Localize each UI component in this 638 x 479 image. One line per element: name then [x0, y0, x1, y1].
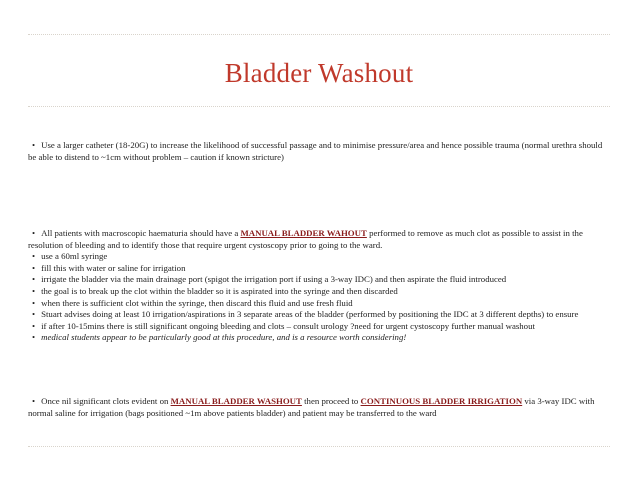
- catheter-text: Use a larger catheter (18-20G) to increase the likelihood of successful passage and to minimise pressure/area and hence possible trauma (normal urethra should be able to distend to ~1cm without problem – caution if known stricture): [28, 140, 603, 162]
- bottom-divider: [28, 446, 610, 447]
- list-item: [28, 274, 610, 286]
- list-item-text: Stuart advises doing at least 10 irrigation/aspirations in 3 separate areas of the bladder (performed by positioning the IDC at 3 different depths) to ensure: [41, 309, 579, 320]
- list-item-text: use a 60ml syringe: [41, 251, 108, 262]
- continuous-irrigation-paragraph: [28, 396, 610, 419]
- list-item: [28, 263, 610, 275]
- slide-title: Bladder Washout: [224, 58, 414, 88]
- intro-text: All patients with macroscopic haematuria should have a: [41, 228, 239, 238]
- bullet-icon: •: [32, 140, 36, 150]
- manual-bladder-washout-emphasis: MANUAL BLADDER WAHOUT: [240, 228, 367, 238]
- list-item-text: fill this with water or saline for irrigation: [41, 262, 186, 273]
- bullet-icon: •: [32, 285, 36, 296]
- intro-text-continued: performed to remove as much clot as possible to assist in the resolution of bleeding and to identify those that require urgent cystoscopy prior to going to the ward.: [28, 228, 583, 250]
- manual-bladder-washout-emphasis: MANUAL BLADDER WASHOUT: [170, 396, 302, 406]
- list-item-text: when there is sufficient clot within the syringe, then discard this fluid and use fresh fluid: [41, 297, 353, 308]
- bullet-icon: •: [32, 262, 36, 273]
- irrigation-text-middle: then proceed to: [304, 396, 359, 406]
- bullet-icon: •: [32, 297, 36, 308]
- catheter-paragraph: [28, 140, 610, 163]
- list-item: [28, 298, 610, 310]
- manual-washout-section: [28, 228, 610, 344]
- list-item-text: the goal is to break up the clot within the bladder so it is aspirated into the syringe and then discarded: [41, 285, 398, 296]
- bullet-icon: •: [32, 309, 36, 320]
- list-item-text: irrigate the bladder via the main drainage port (spigot the irrigation port if using a 3-way IDC) and then aspirate the fluid introduced: [41, 274, 507, 285]
- list-item-text: medical students appear to be particularly good at this procedure, and is a resource worth considering!: [41, 332, 407, 343]
- list-item: [28, 332, 610, 344]
- list-item: [28, 251, 610, 263]
- list-item: [28, 309, 610, 321]
- bullet-icon: •: [32, 251, 36, 262]
- title-divider: [28, 106, 610, 107]
- list-item: [28, 321, 610, 333]
- list-item-text: if after 10-15mins there is still significant ongoing bleeding and clots – consult urology ?need for urgent cystoscopy further manual washout: [41, 320, 535, 331]
- manual-washout-intro: [28, 228, 610, 251]
- bullet-icon: •: [32, 320, 36, 331]
- continuous-bladder-irrigation-emphasis: CONTINUOUS BLADDER IRRIGATION: [360, 396, 523, 406]
- top-divider: [28, 34, 610, 35]
- bullet-icon: •: [32, 228, 36, 238]
- irrigation-text: Once nil significant clots evident on: [41, 396, 169, 406]
- list-item: [28, 286, 610, 298]
- bullet-icon: •: [32, 332, 36, 343]
- bullet-icon: •: [32, 274, 36, 285]
- bullet-icon: •: [32, 396, 36, 406]
- irrigation-text-end: via 3-way IDC with normal saline for irrigation (bags positioned ~1m above patients bladder) and patient may be transferred to the ward: [28, 396, 595, 418]
